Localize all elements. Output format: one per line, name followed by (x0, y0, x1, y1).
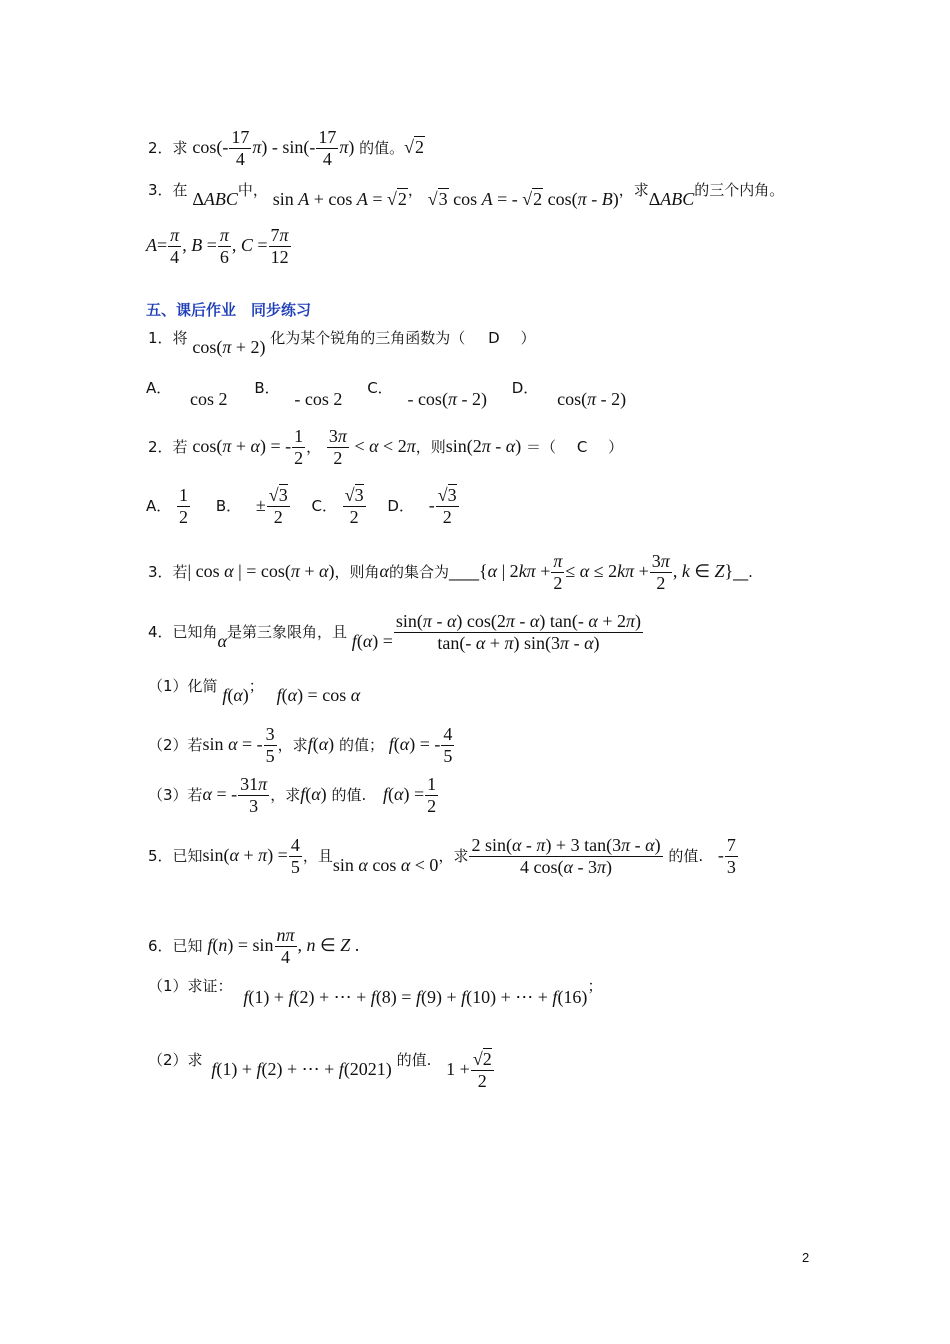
option-a: A． (146, 496, 172, 515)
fraction: $\frac{7}{3}$ (726, 835, 736, 877)
math: {α | 2kπ + (478, 560, 551, 581)
text: 化为某个锐角的三角函数为（ (270, 329, 466, 347)
math: cos(- (192, 136, 229, 157)
fraction: $\frac{2 \sin(\alpha - \pi) + 3 \tan(3\pi - \alpha)}{4 \cos(\alpha - 3\pi)}$ (471, 835, 661, 877)
text: 中， (237, 181, 268, 199)
homework-2: 2．若 cos(π + α) = - $\frac{1}{2}$ ， $\frac{3\pi}{2}$ < α < 2π，则sin(2π - α) ＝（ C ） (148, 426, 624, 468)
math: f(1) + f(2) + ⋯ + f(8) = f(9) + f(10) + ⋯ + f(16) (243, 987, 588, 1007)
math: sin(2π - α) (445, 435, 522, 456)
math: ± (255, 494, 266, 515)
math: sin α cos α < 0 (332, 854, 439, 875)
math: 1 + (446, 1058, 470, 1079)
fraction: $\frac{3\pi}{2}$ (651, 551, 670, 593)
fraction: $\frac{31\pi}{3}$ (240, 774, 268, 816)
fraction: $\frac{3}{5}$ (265, 724, 275, 766)
fraction: $\frac{1}{2}$ (179, 485, 189, 527)
option-d: D． (387, 496, 414, 515)
math: , n ∈ Z . (297, 934, 360, 955)
math: ) (348, 136, 355, 157)
math: f(α) (307, 733, 335, 754)
fraction: $\frac{√3}{2}$ (344, 485, 364, 527)
option-a: A． (146, 379, 172, 397)
problem-3-answer: A= $\frac{\pi}{4}$ , B = $\frac{\pi}{6}$ , C = $\frac{7\pi}{12}$ (146, 225, 289, 267)
problem-2 (148, 128, 425, 169)
answer: D (488, 329, 500, 347)
homework-2-options (146, 486, 460, 527)
math: cos(π + 2) (192, 337, 266, 357)
problem-3: 3．在 ΔABC中， sin A + cos A = √2， √3 cos A = - √2 cos(π - B)，求ΔABC的三个内角。 (148, 181, 785, 209)
fraction: $\frac{√3}{2}$ (268, 485, 288, 527)
math: , k ∈ Z} (672, 560, 734, 581)
homework-2-label: 2．若 (148, 437, 188, 456)
math: ) - sin(- (261, 136, 316, 157)
math: α = - (202, 783, 238, 804)
homework-4-part-2: （2）若sin α = - $\frac{3}{5}$ ，求f(α) 的值； f(α) = - $\frac{4}{5}$ (148, 724, 453, 766)
math: cos(π - 2) (557, 389, 627, 409)
math: cos 2 (190, 389, 228, 409)
answer-sqrt: √2 (404, 136, 425, 157)
homework-6-part-2: （2）求 f(1) + f(2) + ⋯ + f(2021) 的值. 1 + $\frac{√2}{2}$ (148, 1049, 492, 1091)
homework-5-label: 5．已知 (148, 846, 203, 865)
problem-3-label: 3．在 (148, 181, 188, 199)
math: f(α) = (383, 783, 425, 804)
math: sin A + cos A = (272, 189, 388, 209)
text: ，则 (415, 437, 446, 456)
fraction: $\frac{√2}{2}$ (472, 1049, 492, 1091)
homework-1: 1．将 cos(π + 2) 化为某个锐角的三角函数为（ D ） (148, 329, 536, 357)
answer: C (576, 437, 588, 456)
homework-4-part-1: （1）化简 f(α)； f(α) = cos α (148, 677, 361, 705)
math: cos(π - B) (543, 189, 619, 209)
homework-4-part-3: （3）若α = - $\frac{31\pi}{3}$ ，求f(α) 的值. f(α) = $\frac{1}{2}$ (148, 774, 437, 816)
math: ≤ α ≤ 2kπ + (565, 560, 649, 581)
option-b: B． (254, 379, 280, 397)
math: π (252, 136, 262, 157)
fraction: $\frac{4}{5}$ (290, 835, 300, 877)
homework-4: 4．已知角α是第三象限角，且 f(α) = $\frac{\sin(\pi - \alpha) \cos(2\pi - \alpha) \tan(- \alpha + 2\pi)}{\tan(- \alpha + \pi) \sin(3\pi - \alpha)}$ (148, 611, 641, 653)
problem-2-tail: 的值。 (359, 138, 405, 157)
option-c: C． (311, 496, 337, 515)
fraction: $\frac{\pi}{4}$ (170, 225, 180, 267)
homework-4-label: 4．已知角 (148, 622, 218, 641)
homework-6 (148, 926, 359, 967)
sqrt: √2 (522, 189, 543, 209)
option-c: C． (367, 379, 393, 397)
homework-3-label: 3．若 (148, 562, 188, 581)
option-d: D． (511, 379, 539, 397)
homework-3: 3．若| cos α | = cos(π + α)，则角α的集合为____{α | 2kπ + $\frac{\pi}{2}$ ≤ α ≤ 2kπ + $\frac{3\pi}{2}$ , k ∈ Z}__. (148, 551, 753, 593)
math: f(α) = - (388, 733, 441, 754)
homework-6-part-1: （1）求证： f(1) + f(2) + ⋯ + f(8) = f(9) + f(10) + ⋯ + f(16)； (148, 977, 603, 1007)
fraction: $\frac{\sin(\pi - \alpha) \cos(2\pi - \alpha) \tan(- \alpha + 2\pi)}{\tan(- \alpha + \pi) \sin(3\pi - \alpha)}$ (395, 611, 641, 653)
fraction: $\frac{n\pi}{4}$ (276, 925, 295, 967)
math: cos A = - (448, 189, 523, 209)
math: cos(π + α) = - (192, 435, 292, 456)
math: f(α) = cos α (276, 685, 361, 705)
page-number: 2 (802, 1250, 810, 1265)
homework-6-label: 6．已知 (148, 936, 203, 955)
fraction: $\frac{√3}{2}$ (437, 485, 457, 527)
math: - cos(π - 2) (407, 389, 487, 409)
text: 的三个内角。 (694, 181, 785, 199)
math: sin(α + π) = (202, 844, 288, 865)
sqrt: √3 (427, 189, 448, 209)
fraction: $\frac{\pi}{6}$ (219, 225, 229, 267)
fraction: $\frac{17}{4}$ (318, 127, 337, 169)
math: f(α) (300, 783, 327, 804)
homework-1-options (146, 378, 627, 409)
math: A (146, 234, 157, 255)
problem-2-label: 2．求 (148, 138, 188, 157)
math: sin α = - (202, 733, 263, 754)
fraction: $\frac{3\pi}{2}$ (328, 426, 347, 468)
math: ΔABC (192, 189, 238, 209)
sqrt: √2 (387, 189, 407, 209)
math: f(n) = sin (207, 934, 274, 955)
math: - cos 2 (294, 389, 343, 409)
math: - (717, 844, 724, 865)
math: π (339, 136, 349, 157)
math: α (217, 630, 227, 651)
math: ΔABC (648, 189, 695, 209)
text: ，求 (618, 181, 649, 199)
homework-5: 5．已知sin(α + π) = $\frac{4}{5}$ ，且sin α cos α < 0，求 $\frac{2 \sin(\alpha - \pi) + 3 \tan(3\pi - \alpha)}{4 \cos(\alpha - 3\pi)}$ 的值. - $\frac{7}{3}$ (148, 835, 736, 877)
math: < α < 2π (349, 435, 416, 456)
math: - (428, 494, 435, 515)
fraction: $\frac{17}{4}$ (231, 127, 250, 169)
math: α (379, 560, 389, 581)
fraction: $\frac{4}{5}$ (443, 724, 453, 766)
fraction: $\frac{\pi}{2}$ (553, 551, 563, 593)
math: f(α) (222, 685, 249, 705)
fraction: $\frac{1}{2}$ (294, 426, 304, 468)
section-heading: 五、课后作业 同步练习 (146, 301, 312, 319)
option-b: B． (215, 496, 242, 515)
homework-1-label: 1．将 (148, 329, 188, 347)
fraction: $\frac{1}{2}$ (427, 774, 437, 816)
math: f(α) = (351, 630, 393, 651)
fraction: $\frac{7\pi}{12}$ (270, 225, 289, 267)
math: f(1) + f(2) + ⋯ + f(2021) (211, 1058, 392, 1079)
math: | cos α | = cos(π + α) (187, 560, 335, 581)
